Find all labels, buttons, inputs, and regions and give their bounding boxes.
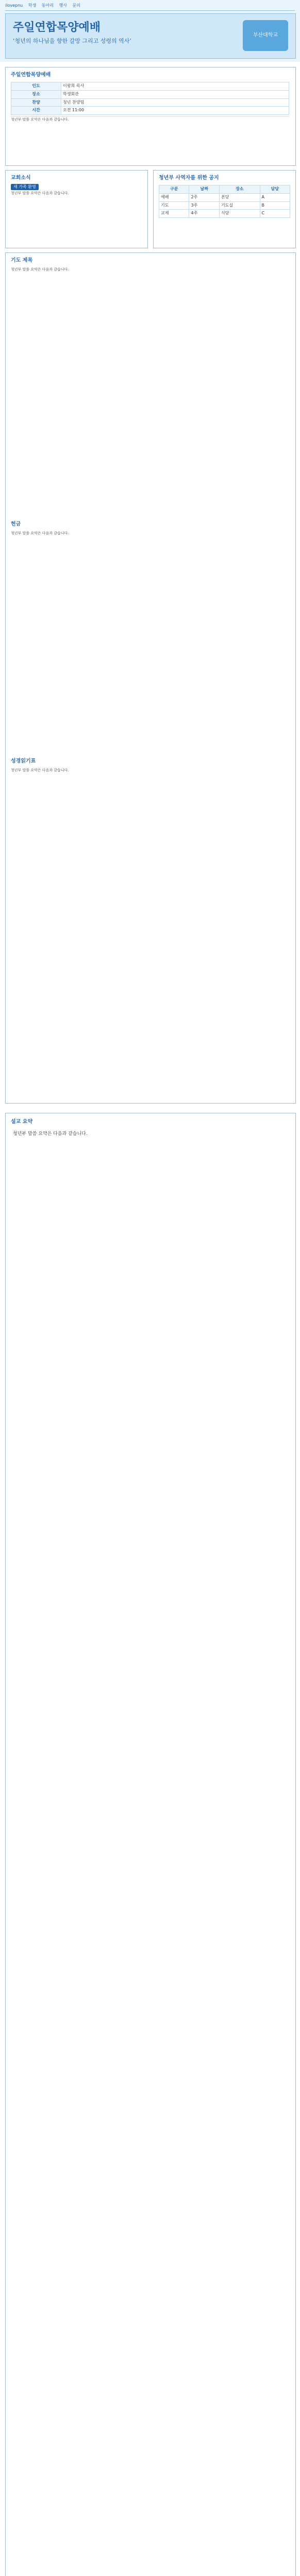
info-heading: 주일연합목양예배 [11,72,51,78]
info-key: 시간 [11,107,61,115]
prayer-content [11,267,289,273]
info-key: 인도 [11,82,61,91]
table-row [159,210,290,218]
banner-title: 주일연합목양예배 [13,21,101,34]
info-table [11,82,289,115]
t1-h2: 날짜 [189,185,219,194]
notice-text: 청년부 말씀 요약은 다음과 같습니다. [11,191,69,195]
schedule-title: 청년부 사역자를 위한 공지 [159,175,219,181]
info-key: 찬양 [11,98,61,107]
summary-body [13,1131,288,1141]
hero-banner [5,13,296,59]
bible-line: 청년부 말씀 요약은 다음과 같습니다. [11,768,69,772]
t1-c: 예배 [159,193,189,201]
prayer-line: 청년부 말씀 요약은 다음과 같습니다. [11,267,69,272]
offering-line: 청년부 말씀 요약은 다음과 같습니다. [11,531,69,535]
info-val: 청년 찬양팀 [61,98,289,107]
offering-content [11,531,289,537]
header-pill-1[interactable]: 학생 [28,3,37,8]
t1-c: 본당 [219,193,260,201]
t1-c: 교제 [159,210,189,218]
offering-title: 헌금 [11,521,21,527]
info-row [11,107,289,115]
table-row [159,193,290,201]
info-key: 장소 [11,90,61,98]
t1-c: A [260,193,290,201]
schedule-table [159,185,290,218]
summary-title: 설교 요약 [11,1119,33,1125]
header-pill-4[interactable]: 문의 [72,3,80,8]
t1-c: 기도실 [219,201,260,210]
bible-content [11,768,289,774]
t1-h4: 담당 [260,185,290,194]
t1-c: 4주 [189,210,219,218]
info-notes [11,117,289,122]
notice-title: 교회소식 [11,175,31,181]
notice-box [5,170,148,248]
notice-tag: 새 가족 환영 [11,184,39,190]
brand: ilovepnu [5,3,23,8]
t1-h1: 구분 [159,185,189,194]
t1-c: C [260,210,290,218]
info-row [11,90,289,98]
t1-c: 기도 [159,201,189,210]
info-val: 오전 11:00 [61,107,289,115]
t1-c: B [260,201,290,210]
header-pill-2[interactable]: 동아리 [41,3,54,8]
middle-section [5,252,296,1104]
banner-subtitle: ‘청년의 하나님을 향한 갈망 그리고 성령의 역사’ [13,38,131,44]
t1-c: 2주 [189,193,219,201]
info-row [11,82,289,91]
summary-paragraph: 청년부 말씀 요약은 다음과 같습니다. [13,1131,88,1137]
note-line: 청년부 말씀 요약은 다음과 같습니다. [11,117,69,122]
info-panel [5,67,296,166]
bible-title: 성경읽기표 [11,758,36,764]
banner-badge: 부산대학교 [243,20,288,51]
info-row [11,98,289,107]
sermon-summary [5,1113,296,2576]
t1-c: 식당 [219,210,260,218]
t1-h3: 장소 [219,185,260,194]
t1-c: 3주 [189,201,219,210]
info-val: 이왕희 목사 [61,82,289,91]
top-banner [0,0,300,62]
schedule-box [153,170,296,248]
prayer-title: 기도 제목 [11,258,33,263]
info-val: 학생회관 [61,90,289,98]
header-pill-3[interactable]: 행사 [59,3,67,8]
top-header [5,3,295,11]
table-row [159,201,290,210]
